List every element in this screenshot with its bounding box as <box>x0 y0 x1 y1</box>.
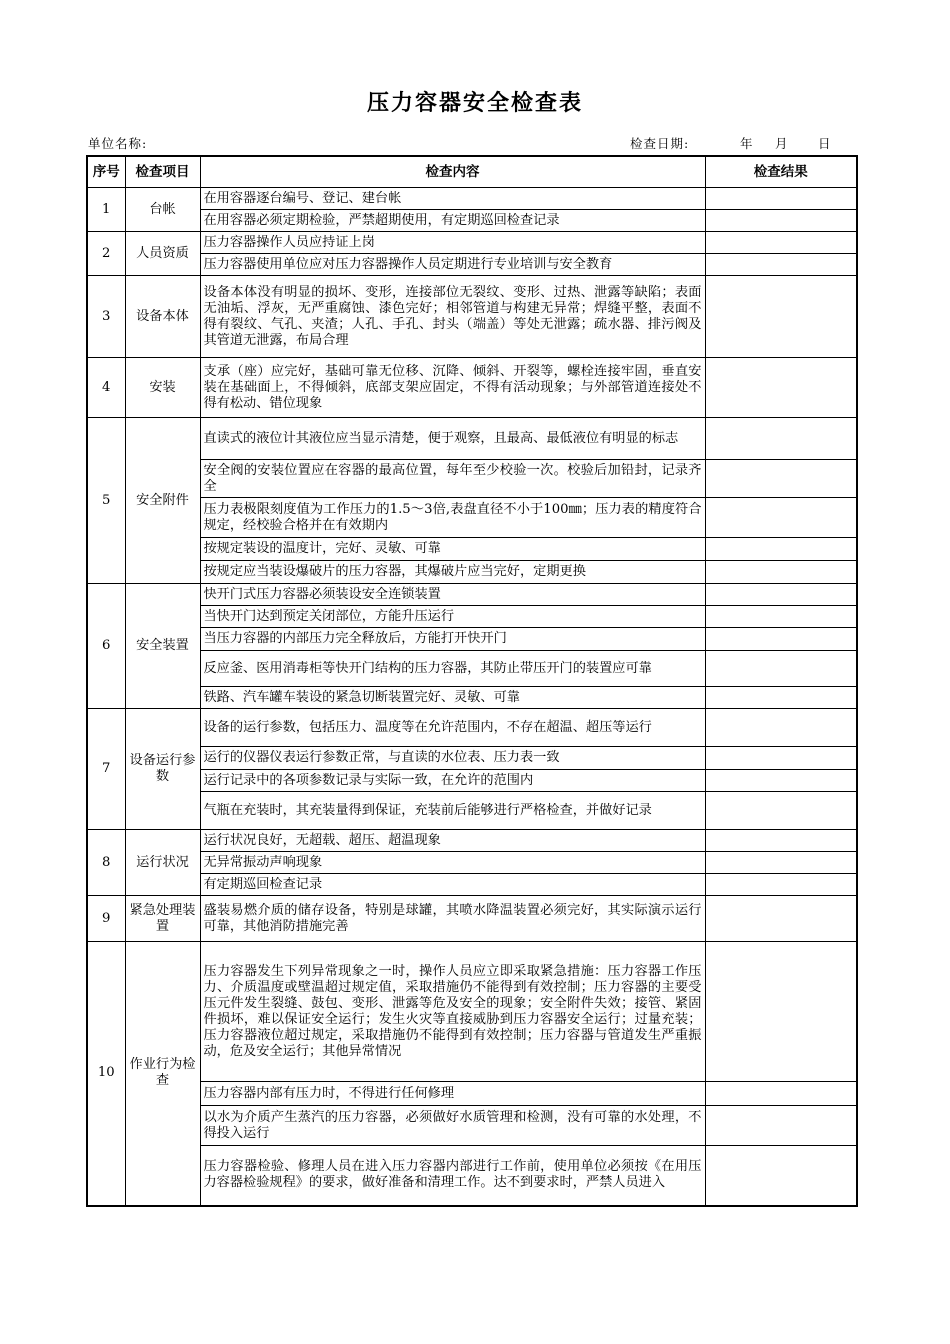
table-row <box>87 651 857 687</box>
check-content: 反应釜、医用消毒柜等快开门结构的压力容器，其防止带压开门的装置应可靠 <box>200 651 705 687</box>
check-content: 运行状况良好，无超载、超压、超温现象 <box>200 830 705 852</box>
header-item: 检查项目 <box>125 156 200 188</box>
table-header-row <box>87 156 857 188</box>
table-row <box>87 709 857 747</box>
table-row <box>87 1082 857 1106</box>
section-number: 10 <box>87 942 125 1206</box>
check-content: 气瓶在充装时，其充装量得到保证，充装前后能够进行严格检查，并做好记录 <box>200 792 705 830</box>
table-row <box>87 584 857 606</box>
check-result-cell[interactable] <box>705 1082 857 1106</box>
table-row <box>87 232 857 254</box>
check-result-cell[interactable] <box>705 584 857 606</box>
check-result-cell[interactable] <box>705 358 857 418</box>
section-item: 运行状况 <box>125 830 200 896</box>
section-item: 作业行为检查 <box>125 942 200 1206</box>
table-row <box>87 460 857 498</box>
inspection-table <box>86 155 858 1207</box>
header-result: 检查结果 <box>705 156 857 188</box>
section-number: 2 <box>87 232 125 276</box>
check-content: 压力容器发生下列异常现象之一时，操作人员应立即采取紧急措施：压力容器工作压力、介质温度或壁温超过规定值，采取措施仍不能得到有效控制；压力容器的主要受压元件发生裂缝、鼓包、变形、泄露等危及安全的现象；安全附件失效；接管、紧固件损坏，难以保证安全运行；发生火灾等直接威胁到压力容器安全运行；过量充装；压力容器液位超过规定，采取措施仍不能得到有效控制；压力容器与管道发生严重振动，危及安全运行；其他异常情况 <box>200 942 705 1082</box>
section-item: 安装 <box>125 358 200 418</box>
check-content: 压力容器内部有压力时，不得进行任何修理 <box>200 1082 705 1106</box>
table-row <box>87 874 857 896</box>
table-row <box>87 538 857 561</box>
section-number: 1 <box>87 188 125 232</box>
check-result-cell[interactable] <box>705 792 857 830</box>
check-content: 铁路、汽车罐车装设的紧急切断装置完好、灵敏、可靠 <box>200 687 705 709</box>
check-date-label: 检查日期: <box>630 136 690 151</box>
date-day-label: 日 <box>818 136 832 151</box>
table-row <box>87 770 857 792</box>
check-result-cell[interactable] <box>705 1146 857 1206</box>
check-content: 当快开门达到预定关闭部位，方能升压运行 <box>200 606 705 628</box>
section-number: 7 <box>87 709 125 830</box>
check-result-cell[interactable] <box>705 747 857 770</box>
section-item: 设备运行参数 <box>125 709 200 830</box>
check-result-cell[interactable] <box>705 418 857 460</box>
table-row <box>87 1146 857 1206</box>
check-content: 运行的仪器仪表运行参数正常，与直读的水位表、压力表一致 <box>200 747 705 770</box>
check-content: 盛装易燃介质的储存设备，特别是球罐，其喷水降温装置必须完好，其实际演示运行可靠，其他消防措施完善 <box>200 896 705 942</box>
check-content: 在用容器必须定期检验，严禁超期使用，有定期巡回检查记录 <box>200 210 705 232</box>
unit-name-label: 单位名称: <box>88 136 148 151</box>
check-result-cell[interactable] <box>705 254 857 276</box>
table-row <box>87 942 857 1082</box>
check-content: 按规定装设的温度计，完好、灵敏、可靠 <box>200 538 705 561</box>
check-result-cell[interactable] <box>705 498 857 538</box>
table-row <box>87 830 857 852</box>
check-result-cell[interactable] <box>705 852 857 874</box>
check-content: 压力容器使用单位应对压力容器操作人员定期进行专业培训与安全教育 <box>200 254 705 276</box>
section-number: 6 <box>87 584 125 709</box>
table-row <box>87 254 857 276</box>
check-content: 在用容器逐台编号、登记、建台帐 <box>200 188 705 210</box>
table-body <box>87 188 857 1206</box>
check-result-cell[interactable] <box>705 628 857 651</box>
table-row <box>87 498 857 538</box>
check-result-cell[interactable] <box>705 232 857 254</box>
table-row <box>87 852 857 874</box>
table-row <box>87 561 857 584</box>
check-result-cell[interactable] <box>705 561 857 584</box>
check-result-cell[interactable] <box>705 942 857 1082</box>
check-content: 快开门式压力容器必须装设安全连锁装置 <box>200 584 705 606</box>
table-row <box>87 792 857 830</box>
check-content: 设备的运行参数，包括压力、温度等在允许范围内，不存在超温、超压等运行 <box>200 709 705 747</box>
table-row <box>87 418 857 460</box>
check-result-cell[interactable] <box>705 1106 857 1146</box>
table-row <box>87 210 857 232</box>
date-month-label: 月 <box>775 136 789 151</box>
table-row <box>87 628 857 651</box>
table-row <box>87 896 857 942</box>
check-result-cell[interactable] <box>705 651 857 687</box>
section-number: 3 <box>87 276 125 358</box>
table-row <box>87 188 857 210</box>
check-content: 设备本体没有明显的损坏、变形，连接部位无裂纹、变形、过热、泄露等缺陷；表面无油垢、浮灰，无严重腐蚀、漆色完好；相邻管道与构建无异常；焊缝平整，表面不得有裂纹、气孔、夹渣；人孔、手孔、封头（端盖）等处无泄露；疏水器、排污阀及其管道无泄露，布局合理 <box>200 276 705 358</box>
table-row <box>87 606 857 628</box>
section-item: 安全附件 <box>125 418 200 584</box>
check-result-cell[interactable] <box>705 538 857 561</box>
header-no: 序号 <box>87 156 125 188</box>
check-result-cell[interactable] <box>705 830 857 852</box>
section-number: 9 <box>87 896 125 942</box>
section-number: 5 <box>87 418 125 584</box>
check-result-cell[interactable] <box>705 210 857 232</box>
check-result-cell[interactable] <box>705 687 857 709</box>
date-year-label: 年 <box>740 136 754 151</box>
section-item: 台帐 <box>125 188 200 232</box>
check-content: 有定期巡回检查记录 <box>200 874 705 896</box>
check-content: 当压力容器的内部压力完全释放后，方能打开快开门 <box>200 628 705 651</box>
check-result-cell[interactable] <box>705 188 857 210</box>
check-result-cell[interactable] <box>705 896 857 942</box>
check-result-cell[interactable] <box>705 606 857 628</box>
check-result-cell[interactable] <box>705 709 857 747</box>
check-content: 直读式的液位计其液位应当显示清楚，便于观察，且最高、最低液位有明显的标志 <box>200 418 705 460</box>
check-content: 运行记录中的各项参数记录与实际一致，在允许的范围内 <box>200 770 705 792</box>
check-content: 压力表极限刻度值为工作压力的1.5～3倍,表盘直径不小于100㎜；压力表的精度符合规定，经校验合格并在有效期内 <box>200 498 705 538</box>
section-number: 4 <box>87 358 125 418</box>
check-content: 以水为介质产生蒸汽的压力容器，必须做好水质管理和检测，没有可靠的水处理，不得投入运行 <box>200 1106 705 1146</box>
header-content: 检查内容 <box>200 156 705 188</box>
table-row <box>87 687 857 709</box>
table-row <box>87 276 857 358</box>
table-row <box>87 358 857 418</box>
check-content: 无异常振动声响现象 <box>200 852 705 874</box>
check-result-cell[interactable] <box>705 460 857 498</box>
page-title: 压力容器安全检查表 <box>366 91 583 116</box>
check-result-cell[interactable] <box>705 874 857 896</box>
section-item: 安全装置 <box>125 584 200 709</box>
section-item: 设备本体 <box>125 276 200 358</box>
check-content: 压力容器检验、修理人员在进入压力容器内部进行工作前，使用单位必须按《在用压力容器检验规程》的要求，做好准备和清理工作。达不到要求时，严禁人员进入 <box>200 1146 705 1206</box>
check-content: 压力容器操作人员应持证上岗 <box>200 232 705 254</box>
section-item: 人员资质 <box>125 232 200 276</box>
check-content: 支承（座）应完好，基础可靠无位移、沉降、倾斜、开裂等，螺栓连接牢固，垂直安装在基础面上，不得倾斜，底部支架应固定，不得有活动现象；与外部管道连接处不得有松动、错位现象 <box>200 358 705 418</box>
section-number: 8 <box>87 830 125 896</box>
table-row <box>87 1106 857 1146</box>
check-result-cell[interactable] <box>705 276 857 358</box>
section-item: 紧急处理装置 <box>125 896 200 942</box>
check-content: 安全阀的安装位置应在容器的最高位置，每年至少校验一次。校验后加铅封，记录齐全 <box>200 460 705 498</box>
table-row <box>87 747 857 770</box>
check-result-cell[interactable] <box>705 770 857 792</box>
check-content: 按规定应当装设爆破片的压力容器，其爆破片应当完好，定期更换 <box>200 561 705 584</box>
